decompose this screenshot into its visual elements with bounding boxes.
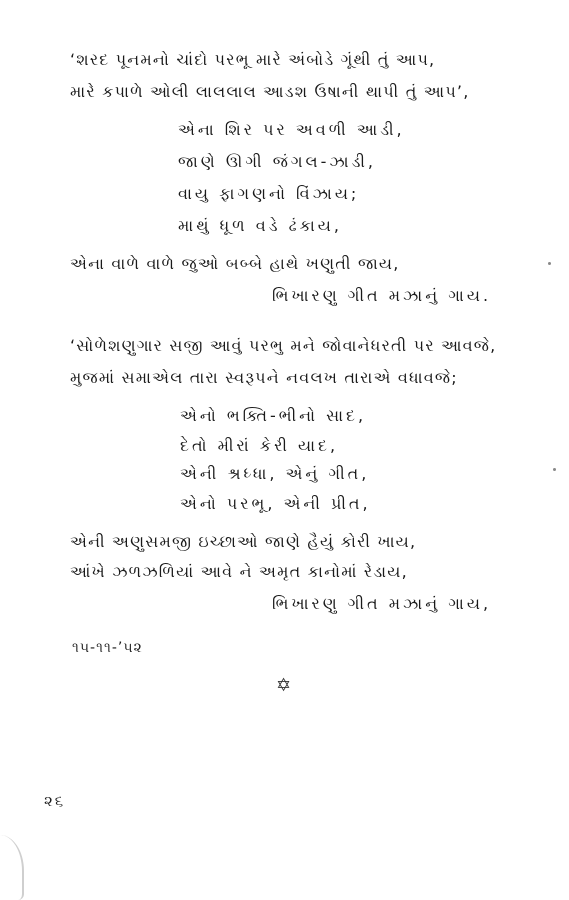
poem-refrain: ભિખારણુ ગીત મઝાનું ગાય. xyxy=(272,286,492,305)
poem-line: આંખે ઝળઝળિયાં આવે ને અમૃત કાનોમાં રેડાય, xyxy=(70,562,408,581)
poem-line: ‘સોળેશણુગાર સજી આવું પરભુ મને જોવાનેધરતી પર આવજે, xyxy=(70,336,497,355)
poem-line: મુજમાં સમાએલ તારા સ્વરૂપને નવલખ તારાએ વધાવજે; xyxy=(70,368,458,387)
poem-line: દેતો મીરાં કેરી યાદ, xyxy=(180,436,339,455)
poem-line: મારે કપાળે ઓલી લાલલાલ આડશ ઉષાની થાપી તું આપ’, xyxy=(70,82,470,101)
binding-edge-mark xyxy=(0,835,24,900)
poem-line: એના વાળે વાળે જુઓ બબ્બે હાથે ખણુતી જાય, xyxy=(70,254,400,273)
poem-line: એની અણુસમજી ઇચ્છાઓ જાણે હૈયું કોરી ખાય, xyxy=(70,532,417,551)
page-number: ૨૬ xyxy=(44,792,66,810)
scan-speck xyxy=(548,262,551,265)
poem-line: એના શિર પર અવળી આડી, xyxy=(178,120,405,139)
poem-line: ‘શરદ પૂનમનો ચાંદો પરભૂ મારે અંબોડે ગૂંથી તું આપ, xyxy=(70,50,436,69)
poem-line: જાણે ઊગી જંગલ-ઝાડી, xyxy=(178,152,377,171)
poem-line: માથું ધૂળ વડે ઢંકાય, xyxy=(178,216,342,235)
poem-line: એનો ભક્તિ-ભીનો સાદ, xyxy=(180,406,367,425)
poem-refrain: ભિખારણુ ગીત મઝાનું ગાય, xyxy=(272,594,492,613)
scan-speck xyxy=(553,468,556,471)
poem-line: વાયુ ફાગણનો વિંઝાય; xyxy=(178,184,360,203)
poem-line: એની શ્રધ્ધા, એનું ગીત, xyxy=(180,464,370,483)
poem-line: એનો પરભૂ, એની પ્રીત, xyxy=(180,494,371,513)
star-ornament-icon: ✡ xyxy=(276,675,292,696)
poem-date: ૧૫-૧૧-’૫૨ xyxy=(72,640,143,656)
